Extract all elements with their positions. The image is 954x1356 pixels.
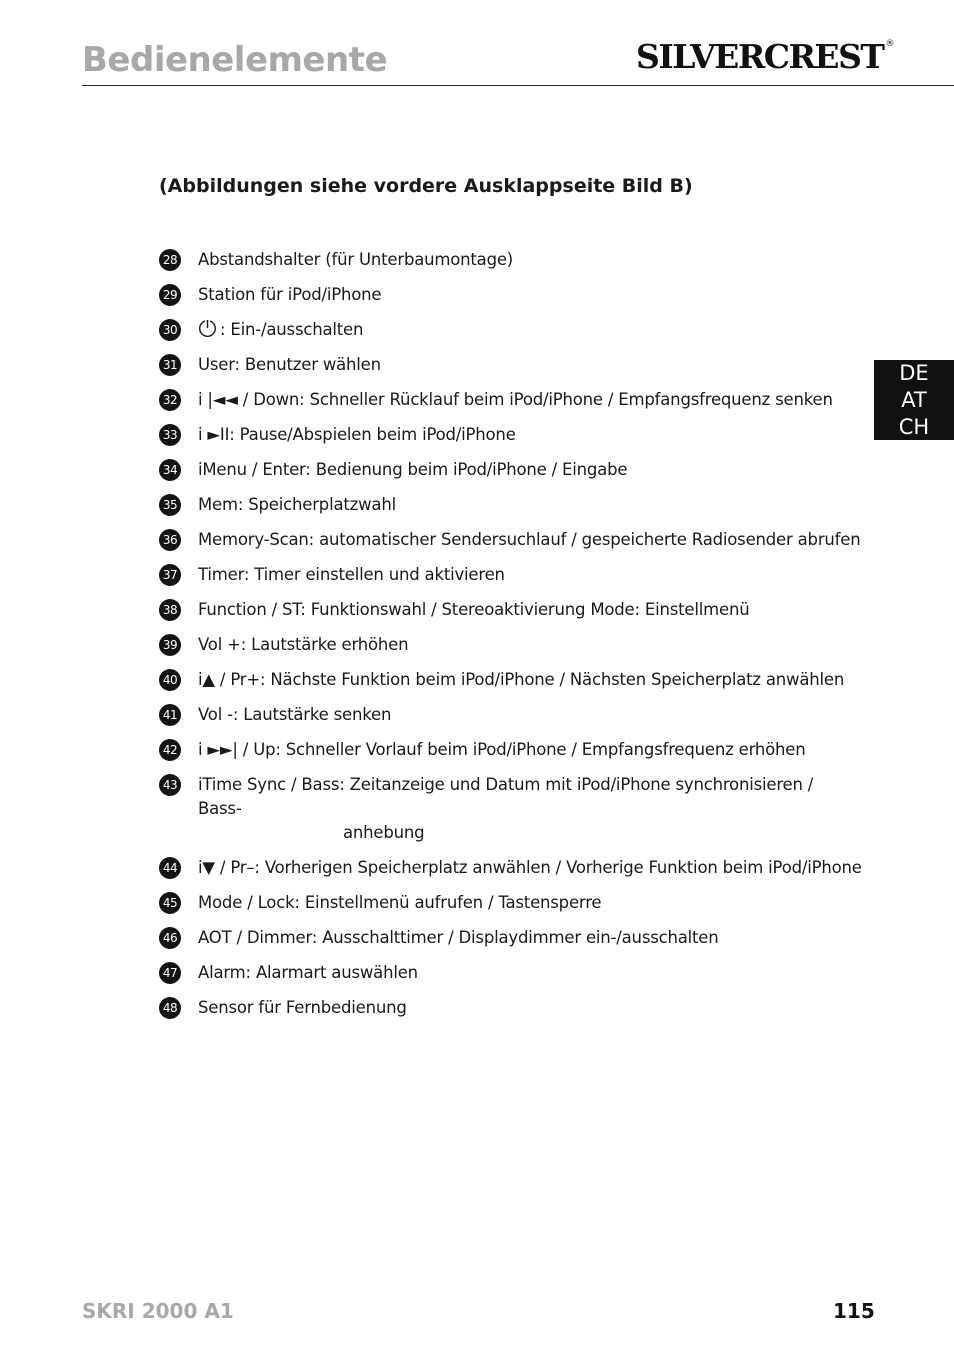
list-item (159, 283, 859, 307)
list-item (159, 773, 859, 845)
item-label: i ►►| / Up: Schneller Vorlauf beim iPod/iPhone / Empfangsfrequenz erhöhen (198, 740, 806, 759)
item-text (198, 996, 407, 1020)
item-number-badge: 47 (159, 962, 181, 984)
item-text (198, 248, 513, 272)
list-item (159, 493, 859, 517)
item-label: : Ein-/ausschalten (220, 320, 364, 339)
item-number-badge: 45 (159, 892, 181, 914)
item-label-continuation: anhebung (343, 823, 425, 842)
item-label: Station für iPod/iPhone (198, 285, 382, 304)
item-label: iMenu / Enter: Bedienung beim iPod/iPhone / Eingabe (198, 460, 628, 479)
controls-list (159, 248, 862, 1031)
item-text (198, 633, 408, 657)
item-label: Abstandshalter (für Unterbaumontage) (198, 250, 514, 269)
brand-name: SILVERCREST (636, 37, 884, 76)
item-label: Mode / Lock: Einstellmenü aufrufen / Tastensperre (198, 893, 602, 912)
registered-mark: ® (885, 39, 895, 49)
item-text (198, 926, 719, 950)
item-number-badge: 39 (159, 634, 181, 656)
language-tab (874, 360, 954, 440)
item-number-badge: 33 (159, 424, 181, 446)
list-item (159, 738, 859, 762)
item-label: Function / ST: Funktionswahl / Stereoaktivierung Mode: Einstellmenü (198, 600, 750, 619)
item-label: Timer: Timer einstellen und aktivieren (198, 565, 505, 584)
item-text (198, 353, 381, 377)
item-number-badge: 34 (159, 459, 181, 481)
item-label: Memory-Scan: automatischer Sendersuchlauf / gespeicherte Radiosender abrufen (198, 530, 861, 549)
language-code: CH (898, 414, 930, 439)
item-text (198, 738, 805, 762)
item-number-badge: 37 (159, 564, 181, 586)
item-number-badge: 46 (159, 927, 181, 949)
list-item (159, 703, 859, 727)
item-number-badge: 28 (159, 249, 181, 271)
item-label: i ►II: Pause/Abspielen beim iPod/iPhone (198, 425, 516, 444)
item-text (198, 423, 516, 447)
item-number-badge: 38 (159, 599, 181, 621)
power-icon (198, 319, 217, 338)
item-number-badge: 35 (159, 494, 181, 516)
header-divider (82, 85, 954, 86)
list-item (159, 856, 862, 880)
language-code: DE (899, 360, 929, 385)
item-text (198, 528, 860, 552)
item-text (198, 891, 601, 915)
item-number-badge: 30 (159, 319, 181, 341)
item-number-badge: 36 (159, 529, 181, 551)
list-item (159, 528, 859, 552)
item-text (198, 773, 859, 845)
item-text (198, 283, 381, 307)
item-text (198, 318, 363, 342)
item-text (198, 668, 844, 692)
item-label: Sensor für Fernbedienung (198, 998, 407, 1017)
item-text (198, 598, 749, 622)
list-item (159, 318, 859, 342)
item-text (198, 563, 505, 587)
item-number-badge: 43 (159, 774, 181, 796)
item-text (198, 458, 627, 482)
item-number-badge: 41 (159, 704, 181, 726)
list-item (159, 353, 859, 377)
item-number-badge: 32 (159, 389, 181, 411)
item-label: AOT / Dimmer: Ausschalttimer / Displaydimmer ein-/ausschalten (198, 928, 719, 947)
list-item (159, 388, 859, 412)
item-label: i▲ / Pr+: Nächste Funktion beim iPod/iPhone / Nächsten Speicherplatz anwählen (198, 670, 845, 689)
item-number-badge: 44 (159, 857, 181, 879)
list-item (159, 633, 859, 657)
page-number: 115 (833, 1299, 875, 1323)
item-label: User: Benutzer wählen (198, 355, 381, 374)
item-text (198, 388, 833, 412)
item-number-badge: 42 (159, 739, 181, 761)
section-heading: (Abbildungen siehe vordere Ausklappseite Bild B) (159, 175, 693, 197)
list-item (159, 458, 859, 482)
item-label: Mem: Speicherplatzwahl (198, 495, 396, 514)
item-label: i |◄◄ / Down: Schneller Rücklauf beim iPod/iPhone / Empfangsfrequenz senken (198, 390, 833, 409)
item-label: i▼ / Pr–: Vorherigen Speicherplatz anwählen / Vorherige Funktion beim iPod/iPhone (198, 858, 862, 877)
item-text (198, 961, 418, 985)
item-number-badge: 40 (159, 669, 181, 691)
list-item (159, 423, 859, 447)
list-item (159, 926, 859, 950)
list-item (159, 598, 859, 622)
item-label: iTime Sync / Bass: Zeitanzeige und Datum mit iPod/iPhone synchronisieren / Bass- (198, 775, 814, 818)
item-number-badge: 29 (159, 284, 181, 306)
item-number-badge: 48 (159, 997, 181, 1019)
language-code: AT (901, 387, 927, 412)
list-item (159, 248, 859, 272)
item-label: Vol +: Lautstärke erhöhen (198, 635, 409, 654)
item-text (198, 856, 862, 880)
item-text (198, 493, 396, 517)
item-label: Vol -: Lautstärke senken (198, 705, 392, 724)
list-item (159, 563, 859, 587)
footer-model: SKRI 2000 A1 (82, 1299, 234, 1323)
item-number-badge: 31 (159, 354, 181, 376)
list-item (159, 891, 859, 915)
list-item (159, 668, 859, 692)
list-item (159, 961, 859, 985)
brand-logo (636, 37, 895, 76)
list-item (159, 996, 859, 1020)
item-text (198, 703, 391, 727)
item-label: Alarm: Alarmart auswählen (198, 963, 418, 982)
page-title: Bedienelemente (82, 40, 388, 80)
